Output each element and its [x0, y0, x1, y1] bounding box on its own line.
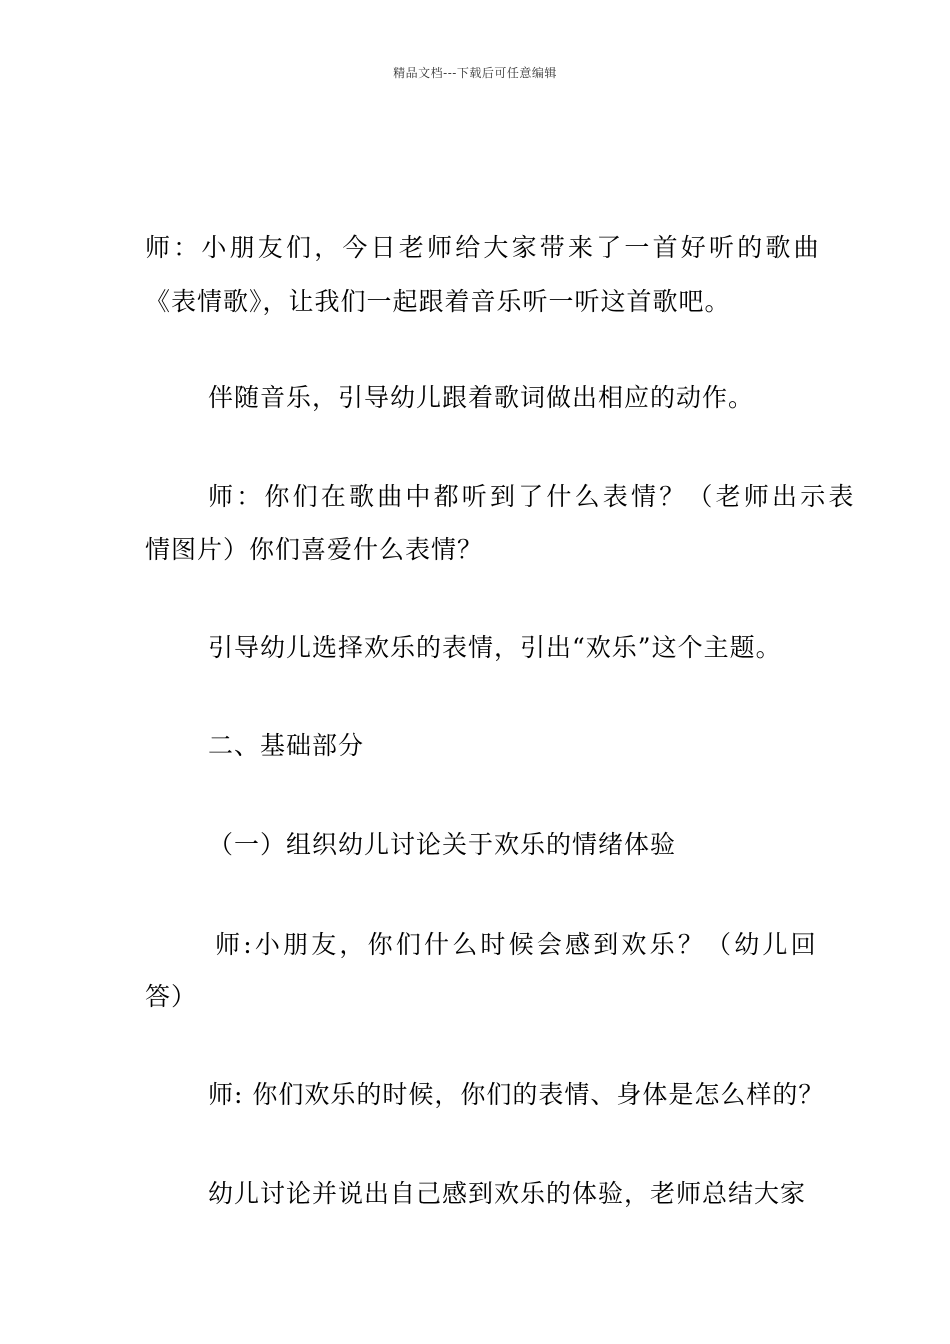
page-header: 精品文档---下载后可任意编辑: [393, 66, 557, 80]
paragraph-line: 伴随音乐，引导幼儿跟着歌词做出相应的动作。: [208, 383, 755, 412]
paragraph-line: 师：你们在歌曲中都听到了什么表情？（老师出示表: [208, 482, 857, 511]
paragraph-line: 师: 你们欢乐的时候，你们的表情、身体是怎么样的？: [208, 1080, 825, 1109]
paragraph-line: 师：小朋友们，今日老师给大家带来了一首好听的歌曲: [145, 233, 822, 262]
paragraph-line: 《表情歌》，让我们一起跟着音乐听一听这首歌吧。: [145, 287, 731, 316]
paragraph-line: 情图片）你们喜爱什么表情？: [145, 535, 484, 564]
paragraph-line: 答）: [145, 982, 198, 1011]
section-heading: 二、基础部分: [208, 731, 365, 760]
paragraph-line: 师:小朋友，你们什么时候会感到欢乐？（幼儿回: [215, 930, 819, 959]
paragraph-line: 引导幼儿选择欢乐的表情，引出“欢乐”这个主题。: [208, 633, 782, 662]
subsection-heading: （一）组织幼儿讨论关于欢乐的情绪体验: [208, 830, 677, 859]
paragraph-line: 幼儿讨论并说出自己感到欢乐的体验，老师总结大家: [208, 1179, 807, 1208]
